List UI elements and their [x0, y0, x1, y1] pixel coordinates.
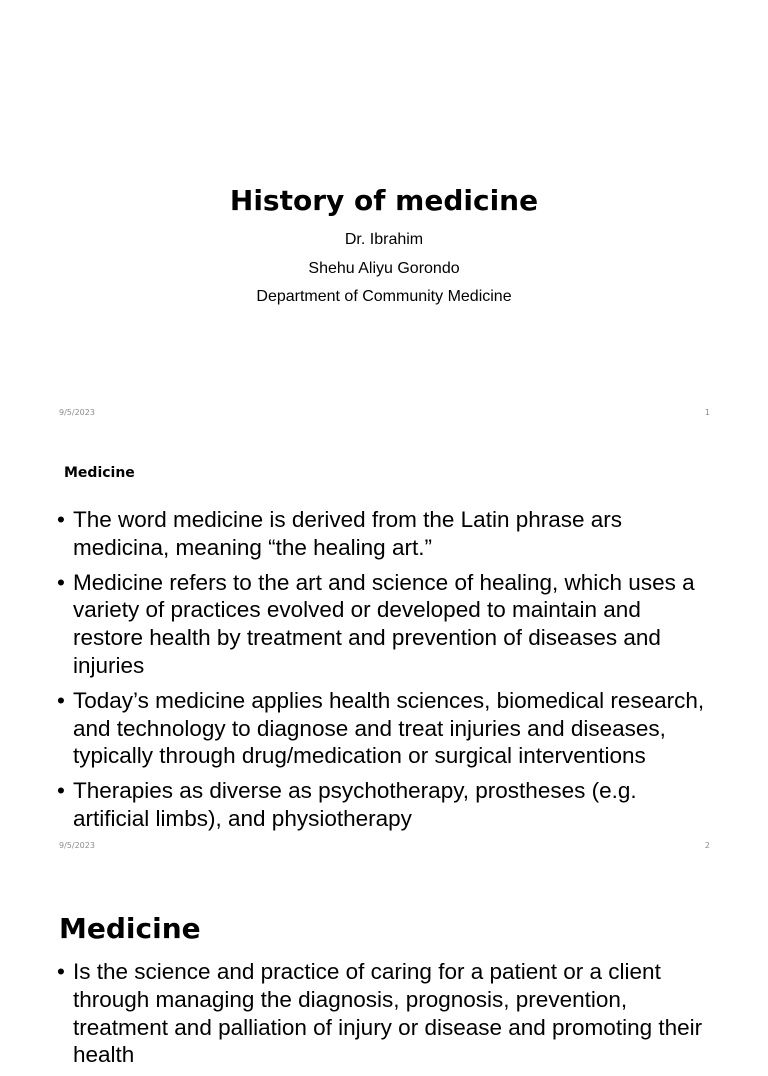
- bullet-marker: •: [57, 569, 65, 595]
- slide-heading: Medicine: [59, 912, 201, 945]
- bullet-marker: •: [57, 687, 65, 713]
- slide-number: 2: [704, 841, 710, 850]
- bullet-item: [57, 958, 717, 1069]
- slide-3: [0, 864, 768, 1068]
- slide-date: 9/5/2023: [59, 408, 95, 417]
- slide-heading: Medicine: [64, 465, 135, 481]
- slide-title: History of medicine: [229, 184, 539, 217]
- slide-date: 9/5/2023: [59, 841, 95, 850]
- bullet-item: [57, 506, 717, 562]
- slide-1: [0, 0, 768, 432]
- bullet-marker: •: [57, 778, 65, 804]
- author-department: Department of Community Medicine: [256, 288, 512, 306]
- bullet-text: Therapies as diverse as psychotherapy, prostheses (e.g. artificial limbs), and physiotherapy: [73, 778, 637, 831]
- slide-subtitle: [0, 229, 768, 315]
- bullet-item: [57, 777, 717, 833]
- bullet-marker: •: [57, 507, 65, 532]
- bullet-text: The word medicine is derived from the Latin phrase ars medicina, meaning “the healing art.”: [73, 507, 623, 560]
- bullet-text: Today’s medicine applies health sciences, biomedical research, and technology to diagnose and treat injuries and diseases, typically through drug/medication or surgical interventions: [73, 687, 705, 769]
- slide-number: 1: [704, 408, 710, 417]
- bullet-text: Is the science and practice of caring for a patient or a client through managing the diagnosis, prognosis, prevention, treatment and palliation of injury or disease and promoting their health: [73, 959, 703, 1068]
- bullet-item: [57, 687, 717, 770]
- bullet-item: [57, 569, 717, 680]
- slide-2: [0, 432, 768, 864]
- author-title: Dr. Ibrahim: [344, 231, 424, 248]
- bullet-marker: •: [57, 959, 65, 984]
- bullet-list: [57, 506, 717, 840]
- bullet-list: [57, 958, 717, 1076]
- author-name: Shehu Aliyu Gorondo: [308, 259, 460, 277]
- bullet-text: Medicine refers to the art and science of healing, which uses a variety of practices evolved or developed to maintain and restore health by treatment and prevention of diseases and injuries: [73, 569, 695, 678]
